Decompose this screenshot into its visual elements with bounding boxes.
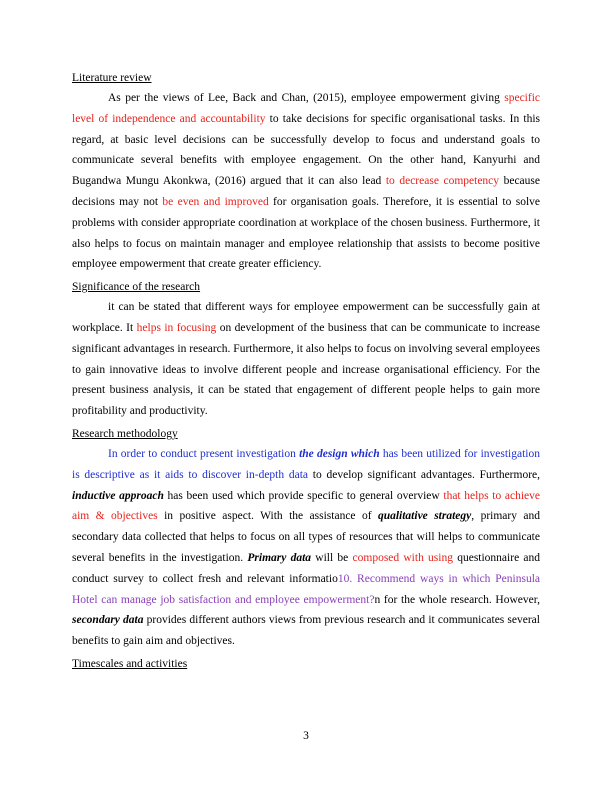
heading-research-methodology: Research methodology [72, 427, 178, 440]
heading-timescales: Timescales and activities [72, 657, 188, 670]
text-run: provides different authors views from previous research and it communicates several benefits to gain aim and objectives. [72, 614, 540, 648]
text-run: As per the views of Lee, Back and Chan, (2015), employee empowerment giving [108, 92, 505, 104]
emphasis-text: qualitative strategy [377, 510, 472, 523]
text-run: , primary and secondary data collected that helps to focus on all types of resources that will helps to communicate several benefits in the investigation. [72, 510, 540, 564]
text-run: for organisation goals. Therefore, it is essential to solve problems with consider appropriate coordination at workplace of the chosen business. Furthermore, it also helps to focus on maintain manager and employee relationship that assists to become positive employee empowerment that create greater efficiency. [72, 195, 541, 271]
text-run: on development of the business that can be communicate to increase significant advantages in research. Furthermore, it also helps to focus on involving several employees to gain innovative ideas to involve different people and increase organisational efficiency. For the present business analysis, it can be stated that engagement of different people helps to gain more profitability and productivity. [72, 321, 541, 418]
methodology-paragraph [72, 444, 540, 652]
heading-significance: Significance of the research [72, 281, 201, 294]
page-content [72, 70, 540, 674]
text-run: it can be stated that different ways for employee empowerment can be successfully gain at workplace. It [72, 301, 540, 334]
text-run: will be [311, 551, 353, 564]
text-run: to take decisions for specific organisational tasks. In this regard, at basic level decisions can be successfully develop to focus and understand goals to communicate several benefits with employee engagement. On the other hand, Kanyurhi and Bugandwa Mungu Akonkwa, (2016) argued that it can also lead [72, 112, 540, 188]
text-run: n for the whole research. However, [374, 593, 540, 606]
highlighted-text: has been utilized for investigation is descriptive as it aids to discover in-depth data [72, 447, 540, 481]
literature-review-paragraph [72, 88, 540, 275]
emphasis-text: Primary data [247, 551, 312, 564]
significance-paragraph [72, 297, 540, 422]
heading-literature-review: Literature review [72, 72, 152, 84]
text-run: because decisions may not [72, 175, 540, 208]
highlighted-text: helps in focusing [136, 321, 217, 334]
highlighted-text: composed with using [352, 551, 453, 564]
emphasis-text: inductive approach [72, 489, 164, 502]
inserted-question-text: 10. Recommend ways in which Peninsula Hotel can manage job satisfaction and employee empowerment? [72, 572, 541, 606]
text-run: has been used which provide specific to general overview [163, 489, 444, 502]
emphasis-text: the design which [299, 447, 380, 460]
text-run: in positive aspect. With the assistance of [157, 510, 378, 523]
emphasis-text: secondary data [72, 614, 144, 627]
text-run: to develop significant advantages. Furthermore, [308, 468, 541, 481]
highlighted-text: In order to conduct present investigation [108, 447, 300, 460]
highlighted-text: be even and improved [162, 195, 269, 208]
highlighted-text: specific level of independence and accountability [72, 92, 540, 125]
highlighted-text: to decrease competency [385, 175, 500, 188]
text-run: questionnaire and conduct survey to collect fresh and relevant informatio [72, 551, 541, 585]
page-number: 3 [303, 730, 309, 742]
highlighted-text: that helps to achieve aim & objectives [72, 489, 541, 523]
